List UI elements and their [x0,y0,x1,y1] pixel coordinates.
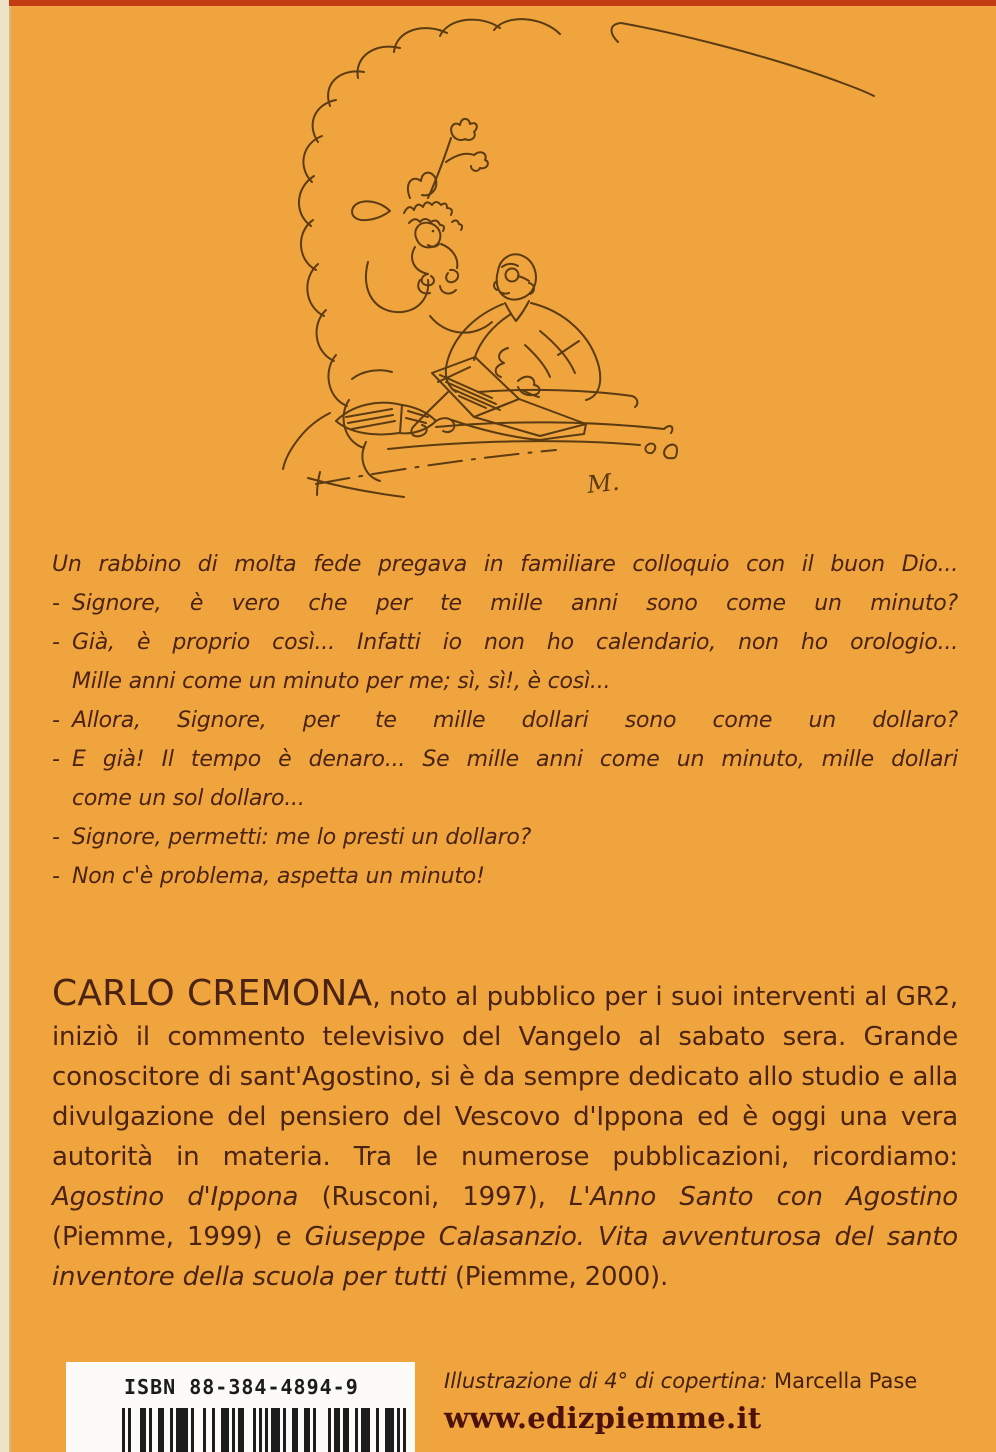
isbn-label: ISBN 88-384-4894-9 [124,1375,359,1399]
isbn-box [66,1362,415,1452]
credit-line [444,1366,964,1396]
barcode-bar [385,1408,394,1452]
barcode [122,1408,406,1452]
barcode-bar [361,1408,370,1452]
barcode-space [194,1408,203,1452]
joke-line [52,740,958,779]
cloud-angel-illustration [280,15,900,515]
joke-text-block [52,545,958,896]
joke-dash: - [52,708,60,733]
joke-dash: - [52,825,60,850]
joke-line [52,623,958,662]
joke-line-text: Signore, è vero che per te mille anni sono come un minuto? [72,591,958,616]
top-page-edge [9,0,996,6]
cloud-top-arc [612,23,874,96]
joke-dash: - [52,630,60,655]
joke-dash: - [52,747,60,772]
author-bio [52,974,958,1297]
credit-prefix: Illustrazione di 4° di copertina: [444,1369,768,1393]
barcode-bar [271,1408,280,1452]
man-glasses [506,269,519,282]
laptop-screen [432,357,519,417]
bio-segment: , noto al pubblico per i suoi interventi al GR2, iniziò il commento televisivo del Vangelo al sabato sera. Grande conoscitore di sant'Agostino, si è da sempre dedicato allo studio e alla divulgazione del pensiero del Vescovo d'Ippona ed è oggi una vera autorità in materia. Tra le numerose pubblicazioni, ricordiamo: [52,982,959,1172]
joke-line-text: Già, è proprio così... Infatti io non ho calendario, non ho orologio... [72,630,958,655]
left-page-edge [0,0,11,1452]
joke-line [52,818,958,857]
joke-line-text: come un sol dollaro... [72,786,305,811]
desk-lines [300,413,330,437]
barcode-space [244,1408,253,1452]
bio-segment: (Piemme, 1999) e [52,1222,305,1252]
joke-line [52,584,958,623]
joke-line-text: Allora, Signore, per te mille dollari sono come un dollaro? [72,708,958,733]
joke-line [52,662,958,701]
angel-left-wing [352,201,390,220]
joke-line-text: Signore, permetti: me lo presti un dollaro? [72,825,532,850]
joke-line [52,779,958,818]
man-collar [505,303,516,321]
author-name: CARLO CREMONA [52,973,373,1014]
joke-line-text: E già! Il tempo è denaro... Se mille anni come un minuto, mille dollari [72,747,958,772]
barcode-space [131,1408,140,1452]
angel-hair [404,202,452,215]
laptop-base [474,399,586,436]
barcode-bar [221,1408,230,1452]
artist-signature: M. [585,467,621,499]
joke-line [52,545,958,584]
barcode-space [316,1408,328,1452]
joke-line-text: Un rabbino di molta fede pregava in familiare colloquio con il buon Dio... [52,552,958,577]
angel-face [415,223,440,248]
bio-segment: (Rusconi, 1997), [298,1182,569,1212]
credit-artist-name: Marcella Pase [767,1369,918,1393]
bio-segment: Giuseppe Calasanzio. Vita avventurosa del santo inventore della scuola per tutti [52,1222,958,1292]
credits-block [444,1366,964,1435]
website-url: www.edizpiemme.it [444,1401,762,1435]
angel-upper-wing [408,173,436,198]
bio-segment: (Piemme, 2000). [446,1262,669,1292]
joke-dash: - [52,591,60,616]
barcode-bar [403,1408,406,1452]
bio-segment: Agostino d'Ippona [52,1182,299,1212]
joke-dash: - [52,864,60,889]
joke-line-text: Non c'è problema, aspetta un minuto! [72,864,485,889]
barcode-bar [176,1408,188,1452]
joke-line [52,857,958,896]
angel-hand [451,119,477,140]
joke-line [52,701,958,740]
joke-line-text: Mille anni come un minuto per me; sì, sì!, è così... [72,669,611,694]
bio-segment: L'Anno Santo con Agostino [569,1182,959,1212]
